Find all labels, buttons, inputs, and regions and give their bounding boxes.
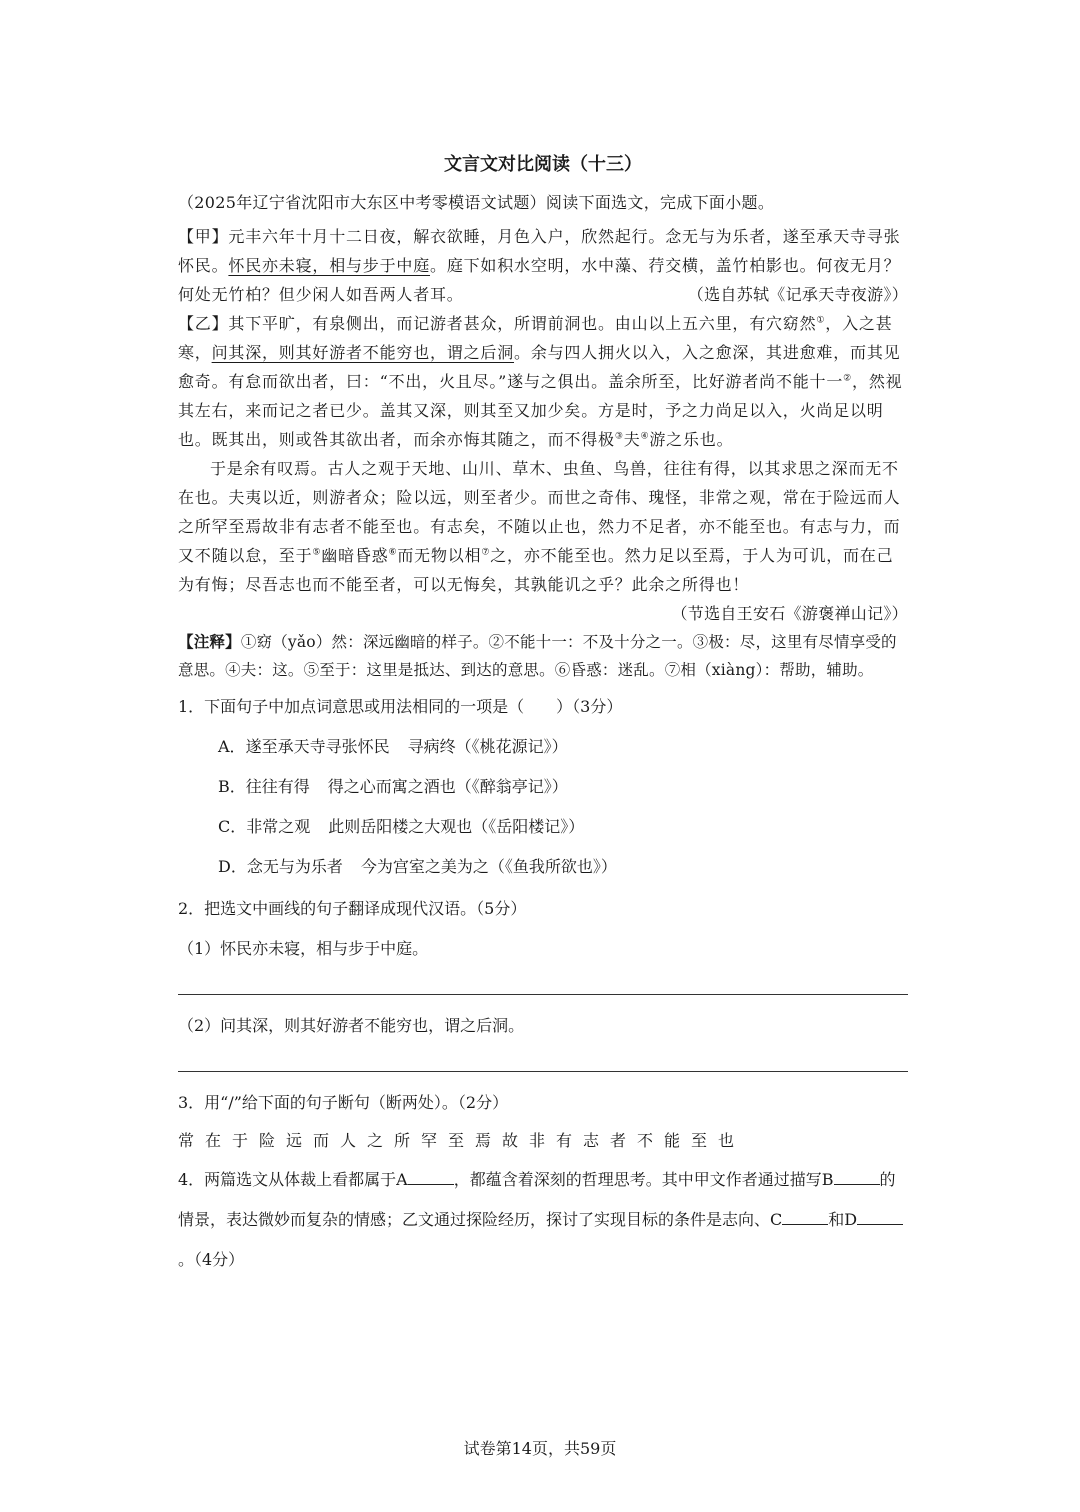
note-ref: ④	[640, 431, 650, 442]
option-label: B．	[218, 777, 246, 796]
annotations	[178, 628, 908, 684]
passage-yi-text: 之，亦不能至也。然力足以至焉，于人为可讥，而在己为有悔；尽吾志也而不能至者，可以无悔矣，其孰能讥之乎？此余之所得也！	[178, 546, 894, 594]
passage-yi-underlined: 问其深，则其好游者不能穷也，谓之后洞	[211, 343, 515, 362]
option-sentence-a: 遂至承天寺寻张怀民	[245, 737, 390, 756]
option-sentence-a: 念无与为乐者	[246, 857, 343, 876]
passage-yi-text: 于是余有叹焉。古人之观于天地、山川、草木、虫鱼、鸟兽，往往有得，以其求思之深而无不在也。夫夷以近，则游者众；险以远，则至者少。而世之奇伟、瑰怪，非常之观，常在于险远而人之所罕至焉故非有志者不能至也。有志矣，不随以止也，然力不足者，亦不能至也。有志与力，而又不随以怠，至于	[178, 459, 901, 565]
passage-jia-part2: 。庭下如积水空明，水中藻、荇交横，盖竹柏影也。何夜无月？何处无竹柏？但少闲人如吾两人者耳。	[178, 256, 901, 304]
passage-jia-part1: 元丰六年十月十二日夜，解衣欲睡，月色入户，欣然起行。念无与为乐者，遂至承天寺寻张怀民。	[178, 227, 901, 275]
note-ref: ①	[816, 315, 826, 326]
note-ref: ②	[843, 373, 853, 384]
passage-yi-text: 游之乐也。	[649, 430, 734, 449]
question-3-stem: 3．用“/”给下面的句子断句（断两处）。（2分）	[178, 1093, 509, 1112]
blank-a[interactable]	[408, 1170, 454, 1185]
passage-yi-text: 。余与四人拥火以入，入之愈深，其进愈难，而其见愈奇。有怠而欲出者，曰：“不出，火且尽。”遂与之俱出。盖余所至，比好游者尚不能十一	[178, 343, 901, 391]
option-label: A．	[218, 737, 246, 756]
answer-line-2[interactable]	[178, 1043, 908, 1072]
annotations-tag: 【注释】	[178, 632, 241, 651]
question-4-text: ，都蕴含着深刻的哲理思考。其中甲文作者通过描写B	[453, 1170, 834, 1189]
page-footer: 试卷第14页，共59页	[463, 1439, 617, 1458]
option-sentence-a: 非常之观	[246, 817, 311, 836]
option-label: C．	[218, 817, 247, 836]
option-sentence-b: 此则岳阳楼之大观也（《岳阳楼记》）	[328, 817, 585, 836]
note-ref: ⑥	[388, 547, 398, 558]
note-ref: ⑦	[481, 547, 491, 558]
document-page	[178, 150, 908, 1280]
option-label: D．	[218, 857, 247, 876]
option-sentence-b: 得之心而寓之酒也（《醉翁亭记》）	[327, 777, 568, 796]
passage-yi-text: 夫	[623, 430, 641, 449]
passage-yi-text: 其下平旷，有泉侧出，而记游者甚众，所谓前洞也。由山以上五六里，有穴窈然	[228, 314, 817, 333]
question-1-option-a[interactable]	[218, 734, 908, 760]
blank-b[interactable]	[834, 1170, 880, 1185]
passage-yi-text: ，然视其左右，来而记之者已少。盖其又深，则其至又加少矣。方是时，予之力尚足以入，火尚足以明也。既其出，则或咎其欲出者，而余亦悔其随之，而不得极	[178, 372, 903, 449]
question-1-option-c[interactable]	[218, 814, 908, 840]
passage-yi-tag: 【乙】	[178, 314, 229, 333]
blank-c[interactable]	[782, 1210, 828, 1225]
question-1-option-b[interactable]	[218, 774, 908, 800]
option-sentence-b: 寻病终（《桃花源记》）	[407, 737, 568, 756]
question-4-text: 4．两篇选文从体裁上看都属于A	[178, 1170, 408, 1189]
annotations-text: ①窈（yǎo）然：深远幽暗的样子。②不能十一：不及十分之一。③极：尽，这里有尽情享受的意思。④夫：这。⑤至于：这里是抵达、到达的意思。⑥昏惑：迷乱。⑦相（xiàng）：帮助，辅助。	[178, 633, 897, 679]
page-title: 文言文对比阅读（十三）	[444, 154, 642, 175]
option-sentence-a: 往往有得	[245, 777, 310, 796]
note-ref: ③	[614, 431, 624, 442]
question-2-stem: 2．把选文中画线的句子翻译成现代汉语。（5分）	[178, 899, 527, 918]
passage-jia-source: （选自苏轼《记承天寺夜游》）	[687, 285, 908, 304]
question-4-text: 。（4分）	[178, 1250, 245, 1269]
note-ref: ⑤	[312, 547, 322, 558]
passage-jia-underlined: 怀民亦未寝，相与步于中庭	[228, 256, 431, 275]
intro-text: （2025年辽宁省沈阳市大东区中考零模语文试题）阅读下面选文，完成下面小题。	[178, 193, 775, 212]
question-4	[178, 1160, 908, 1280]
question-4-text: 的情景，表达微妙而复杂的情感；乙文通过探险经历，探讨了实现目标的条件是志向、C	[178, 1170, 896, 1229]
passage-yi-source: （节选自王安石《游褒禅山记》）	[671, 604, 908, 623]
passage-yi-text: 而无物以相	[397, 546, 482, 565]
question-4-text: 和D	[828, 1210, 858, 1229]
question-2-sentence-2: （2）问其深，则其好游者不能穷也，谓之后洞。	[178, 1016, 525, 1035]
passage-jia-tag: 【甲】	[178, 227, 229, 246]
passage-yi-text: ，入之甚寒，	[178, 314, 893, 362]
question-1-option-d[interactable]	[218, 854, 908, 880]
option-sentence-b: 今为宫室之美为之（《鱼我所欲也》）	[360, 857, 617, 876]
passage-yi-para2	[178, 454, 908, 623]
answer-line-1[interactable]	[178, 966, 908, 995]
blank-d[interactable]	[857, 1210, 903, 1225]
question-2-sentence-1: （1）怀民亦未寝，相与步于中庭。	[178, 939, 429, 958]
passage-jia	[178, 222, 908, 309]
question-3-sentence: 常在于险远而人之所罕至焉故非有志者不能至也	[178, 1131, 746, 1150]
passage-yi-text: 幽暗昏惑	[321, 546, 389, 565]
question-1-stem: 1．下面句子中加点词意思或用法相同的一项是（ ）（3分）	[178, 697, 623, 716]
passage-yi	[178, 309, 908, 454]
